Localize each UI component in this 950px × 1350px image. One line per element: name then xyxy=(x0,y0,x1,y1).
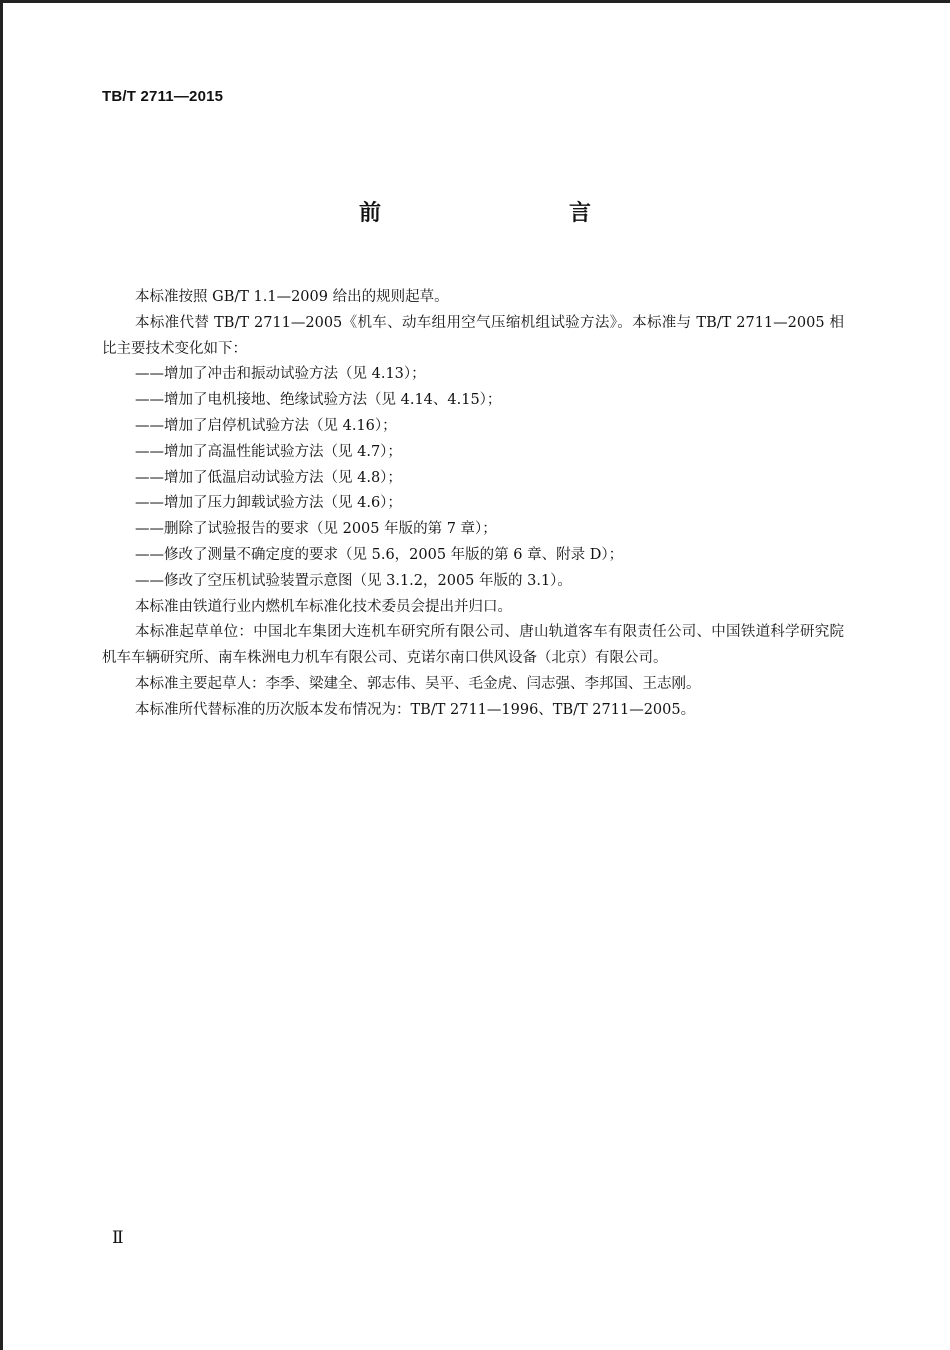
change-item: ——增加了低温启动试验方法（见 4.8）； xyxy=(135,469,402,486)
paragraph-drafting-units: 本标准起草单位：中国北车集团大连机车研究所有限公司、唐山轨道客车有限责任公司、中国铁道科学研究院机车车辆研究所、南车株洲电力机车有限公司、克诺尔南口供风设备（北京）有限公司。 xyxy=(102,624,844,667)
change-item: ——增加了电机接地、绝缘试验方法（见 4.14、4.15）； xyxy=(135,392,502,409)
paragraph-committee: 本标准由铁道行业内燃机车标准化技术委员会提出并归口。 xyxy=(135,598,512,615)
change-item: ——增加了启停机试验方法（见 4.16）； xyxy=(135,417,397,434)
change-item: ——增加了压力卸载试验方法（见 4.6）； xyxy=(135,495,402,512)
document-code: TB/T 2711—2015 xyxy=(102,88,224,105)
page-number: Ⅱ xyxy=(112,1228,124,1248)
change-item: ——增加了冲击和振动试验方法（见 4.13）； xyxy=(135,366,426,383)
change-item: ——增加了高温性能试验方法（见 4.7）； xyxy=(135,443,402,460)
change-item: ——删除了试验报告的要求（见 2005 年版的第 7 章）； xyxy=(135,521,497,538)
change-item: ——修改了空压机试验装置示意图（见 3.1.2，2005 年版的 3.1）。 xyxy=(135,572,572,589)
paragraph-version-history: 本标准所代替标准的历次版本发布情况为：TB/T 2711—1996、TB/T 2711—2005。 xyxy=(135,701,696,718)
change-item: ——修改了测量不确定度的要求（见 5.6，2005 年版的第 6 章、附录 D）； xyxy=(135,546,624,563)
paragraph-drafting-rules: 本标准按照 GB/T 1.1—2009 给出的规则起草。 xyxy=(135,289,449,305)
paragraph-replacement: 本标准代替 TB/T 2711—2005《机车、动车组用空气压缩机组试验方法》。本标准与 TB/T 2711—2005 相比主要技术变化如下： xyxy=(102,314,844,357)
paragraph-drafters: 本标准主要起草人：李季、梁建全、郭志伟、吴平、毛金虎、闫志强、李邦国、王志刚。 xyxy=(135,675,701,692)
foreword-body xyxy=(102,285,844,724)
page-border-top xyxy=(0,0,950,3)
page-title: 前 言 xyxy=(358,201,639,226)
